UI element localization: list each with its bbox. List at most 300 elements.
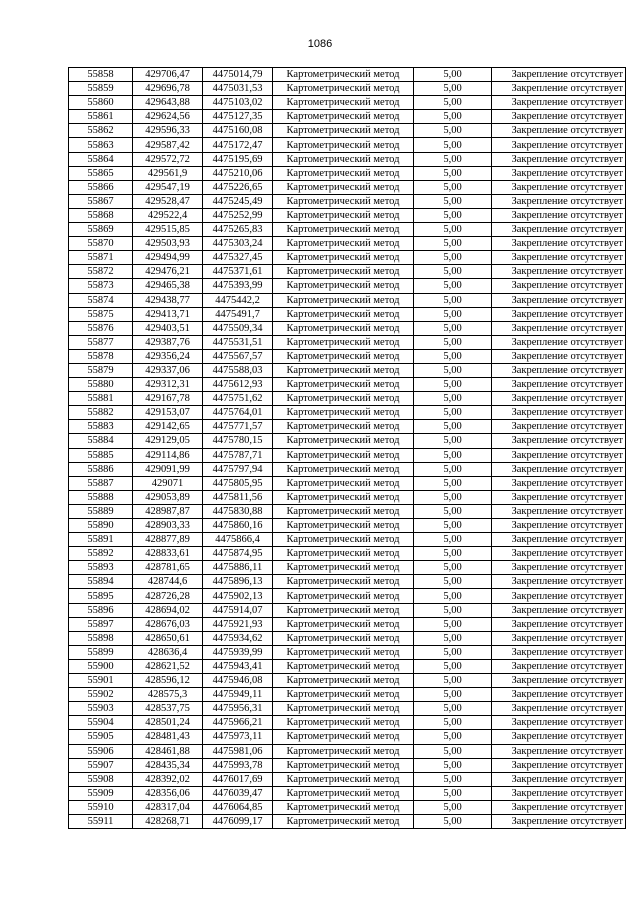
- method-cell: Картометрический метод: [273, 434, 414, 448]
- x-coordinate-cell: 428877,89: [133, 533, 203, 547]
- point-number-cell: 55890: [69, 519, 133, 533]
- fixation-cell: Закрепление отсутствует: [492, 631, 626, 645]
- fixation-cell: Закрепление отсутствует: [492, 152, 626, 166]
- fixation-cell: Закрепление отсутствует: [492, 702, 626, 716]
- table-row: [69, 110, 626, 124]
- method-cell: Картометрический метод: [273, 645, 414, 659]
- table-row: [69, 631, 626, 645]
- y-coordinate-cell: 4475031,53: [203, 82, 273, 96]
- table-row: [69, 68, 626, 82]
- x-coordinate-cell: 429528,47: [133, 194, 203, 208]
- accuracy-cell: 5,00: [414, 674, 492, 688]
- accuracy-cell: 5,00: [414, 758, 492, 772]
- fixation-cell: Закрепление отсутствует: [492, 814, 626, 828]
- y-coordinate-cell: 4476099,17: [203, 814, 273, 828]
- fixation-cell: Закрепление отсутствует: [492, 800, 626, 814]
- method-cell: Картометрический метод: [273, 490, 414, 504]
- table-row: [69, 265, 626, 279]
- fixation-cell: Закрепление отсутствует: [492, 448, 626, 462]
- y-coordinate-cell: 4475172,47: [203, 138, 273, 152]
- method-cell: Картометрический метод: [273, 392, 414, 406]
- method-cell: Картометрический метод: [273, 110, 414, 124]
- y-coordinate-cell: 4475226,65: [203, 180, 273, 194]
- y-coordinate-cell: 4475787,71: [203, 448, 273, 462]
- fixation-cell: Закрепление отсутствует: [492, 420, 626, 434]
- method-cell: Картометрический метод: [273, 265, 414, 279]
- x-coordinate-cell: 429438,77: [133, 293, 203, 307]
- table-row: [69, 138, 626, 152]
- accuracy-cell: 5,00: [414, 124, 492, 138]
- fixation-cell: Закрепление отсутствует: [492, 321, 626, 335]
- table-row: [69, 772, 626, 786]
- x-coordinate-cell: 428575,3: [133, 688, 203, 702]
- y-coordinate-cell: 4475252,99: [203, 208, 273, 222]
- point-number-cell: 55866: [69, 180, 133, 194]
- method-cell: Картометрический метод: [273, 519, 414, 533]
- method-cell: Картометрический метод: [273, 68, 414, 82]
- fixation-cell: Закрепление отсутствует: [492, 265, 626, 279]
- accuracy-cell: 5,00: [414, 335, 492, 349]
- accuracy-cell: 5,00: [414, 744, 492, 758]
- table-row: [69, 533, 626, 547]
- accuracy-cell: 5,00: [414, 490, 492, 504]
- y-coordinate-cell: 4475195,69: [203, 152, 273, 166]
- coordinates-table: [68, 67, 626, 829]
- point-number-cell: 55903: [69, 702, 133, 716]
- method-cell: Картометрический метод: [273, 208, 414, 222]
- method-cell: Картометрический метод: [273, 688, 414, 702]
- accuracy-cell: 5,00: [414, 279, 492, 293]
- accuracy-cell: 5,00: [414, 504, 492, 518]
- accuracy-cell: 5,00: [414, 688, 492, 702]
- y-coordinate-cell: 4475764,01: [203, 406, 273, 420]
- y-coordinate-cell: 4475981,06: [203, 744, 273, 758]
- point-number-cell: 55860: [69, 96, 133, 110]
- x-coordinate-cell: 429312,31: [133, 378, 203, 392]
- accuracy-cell: 5,00: [414, 138, 492, 152]
- fixation-cell: Закрепление отсутствует: [492, 716, 626, 730]
- table-row: [69, 307, 626, 321]
- point-number-cell: 55886: [69, 462, 133, 476]
- method-cell: Картометрический метод: [273, 631, 414, 645]
- fixation-cell: Закрепление отсутствует: [492, 293, 626, 307]
- fixation-cell: Закрепление отсутствует: [492, 589, 626, 603]
- x-coordinate-cell: 429515,85: [133, 223, 203, 237]
- accuracy-cell: 5,00: [414, 589, 492, 603]
- table-row: [69, 406, 626, 420]
- y-coordinate-cell: 4475914,07: [203, 603, 273, 617]
- x-coordinate-cell: 429696,78: [133, 82, 203, 96]
- accuracy-cell: 5,00: [414, 82, 492, 96]
- x-coordinate-cell: 428781,65: [133, 561, 203, 575]
- x-coordinate-cell: 428596,12: [133, 674, 203, 688]
- accuracy-cell: 5,00: [414, 631, 492, 645]
- accuracy-cell: 5,00: [414, 152, 492, 166]
- point-number-cell: 55872: [69, 265, 133, 279]
- fixation-cell: Закрепление отсутствует: [492, 462, 626, 476]
- table-row: [69, 490, 626, 504]
- x-coordinate-cell: 429114,86: [133, 448, 203, 462]
- fixation-cell: Закрепление отсутствует: [492, 547, 626, 561]
- x-coordinate-cell: 429494,99: [133, 251, 203, 265]
- x-coordinate-cell: 429153,07: [133, 406, 203, 420]
- table-row: [69, 166, 626, 180]
- x-coordinate-cell: 429503,93: [133, 237, 203, 251]
- table-row: [69, 194, 626, 208]
- accuracy-cell: 5,00: [414, 533, 492, 547]
- accuracy-cell: 5,00: [414, 321, 492, 335]
- x-coordinate-cell: 429522,4: [133, 208, 203, 222]
- accuracy-cell: 5,00: [414, 434, 492, 448]
- y-coordinate-cell: 4475612,93: [203, 378, 273, 392]
- x-coordinate-cell: 429167,78: [133, 392, 203, 406]
- x-coordinate-cell: 428694,02: [133, 603, 203, 617]
- method-cell: Картометрический метод: [273, 166, 414, 180]
- x-coordinate-cell: 429413,71: [133, 307, 203, 321]
- x-coordinate-cell: 428501,24: [133, 716, 203, 730]
- point-number-cell: 55867: [69, 194, 133, 208]
- point-number-cell: 55869: [69, 223, 133, 237]
- fixation-cell: Закрепление отсутствует: [492, 674, 626, 688]
- x-coordinate-cell: 429071: [133, 476, 203, 490]
- method-cell: Картометрический метод: [273, 307, 414, 321]
- method-cell: Картометрический метод: [273, 420, 414, 434]
- method-cell: Картометрический метод: [273, 363, 414, 377]
- y-coordinate-cell: 4475811,56: [203, 490, 273, 504]
- x-coordinate-cell: 428987,87: [133, 504, 203, 518]
- point-number-cell: 55865: [69, 166, 133, 180]
- accuracy-cell: 5,00: [414, 251, 492, 265]
- fixation-cell: Закрепление отсутствует: [492, 378, 626, 392]
- table-row: [69, 476, 626, 490]
- x-coordinate-cell: 428744,6: [133, 575, 203, 589]
- accuracy-cell: 5,00: [414, 645, 492, 659]
- table-row: [69, 786, 626, 800]
- point-number-cell: 55858: [69, 68, 133, 82]
- fixation-cell: Закрепление отсутствует: [492, 251, 626, 265]
- accuracy-cell: 5,00: [414, 561, 492, 575]
- accuracy-cell: 5,00: [414, 476, 492, 490]
- fixation-cell: Закрепление отсутствует: [492, 406, 626, 420]
- y-coordinate-cell: 4475874,95: [203, 547, 273, 561]
- accuracy-cell: 5,00: [414, 349, 492, 363]
- y-coordinate-cell: 4475014,79: [203, 68, 273, 82]
- fixation-cell: Закрепление отсутствует: [492, 744, 626, 758]
- x-coordinate-cell: 429624,56: [133, 110, 203, 124]
- method-cell: Картометрический метод: [273, 561, 414, 575]
- accuracy-cell: 5,00: [414, 378, 492, 392]
- x-coordinate-cell: 428726,28: [133, 589, 203, 603]
- y-coordinate-cell: 4475860,16: [203, 519, 273, 533]
- point-number-cell: 55909: [69, 786, 133, 800]
- method-cell: Картометрический метод: [273, 702, 414, 716]
- point-number-cell: 55861: [69, 110, 133, 124]
- x-coordinate-cell: 428903,33: [133, 519, 203, 533]
- table-row: [69, 420, 626, 434]
- table-row: [69, 462, 626, 476]
- accuracy-cell: 5,00: [414, 716, 492, 730]
- point-number-cell: 55891: [69, 533, 133, 547]
- x-coordinate-cell: 429465,38: [133, 279, 203, 293]
- point-number-cell: 55905: [69, 730, 133, 744]
- accuracy-cell: 5,00: [414, 166, 492, 180]
- point-number-cell: 55878: [69, 349, 133, 363]
- x-coordinate-cell: 429587,42: [133, 138, 203, 152]
- table-row: [69, 208, 626, 222]
- page-number: 1086: [307, 38, 333, 50]
- y-coordinate-cell: 4475509,34: [203, 321, 273, 335]
- method-cell: Картометрический метод: [273, 335, 414, 349]
- y-coordinate-cell: 4475127,35: [203, 110, 273, 124]
- y-coordinate-cell: 4475103,02: [203, 96, 273, 110]
- point-number-cell: 55862: [69, 124, 133, 138]
- point-number-cell: 55910: [69, 800, 133, 814]
- point-number-cell: 55879: [69, 363, 133, 377]
- point-number-cell: 55870: [69, 237, 133, 251]
- y-coordinate-cell: 4475371,61: [203, 265, 273, 279]
- fixation-cell: Закрепление отсутствует: [492, 194, 626, 208]
- fixation-cell: Закрепление отсутствует: [492, 96, 626, 110]
- x-coordinate-cell: 428650,61: [133, 631, 203, 645]
- fixation-cell: Закрепление отсутствует: [492, 82, 626, 96]
- fixation-cell: Закрепление отсутствует: [492, 476, 626, 490]
- accuracy-cell: 5,00: [414, 223, 492, 237]
- point-number-cell: 55874: [69, 293, 133, 307]
- method-cell: Картометрический метод: [273, 194, 414, 208]
- method-cell: Картометрический метод: [273, 617, 414, 631]
- table-row: [69, 223, 626, 237]
- table-row: [69, 448, 626, 462]
- method-cell: Картометрический метод: [273, 659, 414, 673]
- y-coordinate-cell: 4475751,62: [203, 392, 273, 406]
- x-coordinate-cell: 429337,06: [133, 363, 203, 377]
- method-cell: Картометрический метод: [273, 237, 414, 251]
- accuracy-cell: 5,00: [414, 237, 492, 251]
- x-coordinate-cell: 429142,65: [133, 420, 203, 434]
- table-row: [69, 293, 626, 307]
- accuracy-cell: 5,00: [414, 265, 492, 279]
- method-cell: Картометрический метод: [273, 378, 414, 392]
- accuracy-cell: 5,00: [414, 786, 492, 800]
- y-coordinate-cell: 4475531,51: [203, 335, 273, 349]
- method-cell: Картометрический метод: [273, 223, 414, 237]
- y-coordinate-cell: 4475966,21: [203, 716, 273, 730]
- table-row: [69, 180, 626, 194]
- method-cell: Картометрический метод: [273, 772, 414, 786]
- table-row: [69, 434, 626, 448]
- y-coordinate-cell: 4475245,49: [203, 194, 273, 208]
- fixation-cell: Закрепление отсутствует: [492, 772, 626, 786]
- y-coordinate-cell: 4475939,99: [203, 645, 273, 659]
- y-coordinate-cell: 4475943,41: [203, 659, 273, 673]
- table-row: [69, 744, 626, 758]
- y-coordinate-cell: 4475805,95: [203, 476, 273, 490]
- y-coordinate-cell: 4475393,99: [203, 279, 273, 293]
- method-cell: Картометрический метод: [273, 674, 414, 688]
- fixation-cell: Закрепление отсутствует: [492, 603, 626, 617]
- fixation-cell: Закрепление отсутствует: [492, 490, 626, 504]
- x-coordinate-cell: 429129,05: [133, 434, 203, 448]
- x-coordinate-cell: 429387,76: [133, 335, 203, 349]
- point-number-cell: 55859: [69, 82, 133, 96]
- table-row: [69, 589, 626, 603]
- y-coordinate-cell: 4476064,85: [203, 800, 273, 814]
- method-cell: Картометрический метод: [273, 589, 414, 603]
- method-cell: Картометрический метод: [273, 349, 414, 363]
- accuracy-cell: 5,00: [414, 363, 492, 377]
- accuracy-cell: 5,00: [414, 800, 492, 814]
- method-cell: Картометрический метод: [273, 448, 414, 462]
- point-number-cell: 55900: [69, 659, 133, 673]
- table-row: [69, 603, 626, 617]
- accuracy-cell: 5,00: [414, 406, 492, 420]
- method-cell: Картометрический метод: [273, 603, 414, 617]
- y-coordinate-cell: 4475956,31: [203, 702, 273, 716]
- y-coordinate-cell: 4475160,08: [203, 124, 273, 138]
- point-number-cell: 55901: [69, 674, 133, 688]
- method-cell: Картометрический метод: [273, 730, 414, 744]
- accuracy-cell: 5,00: [414, 96, 492, 110]
- fixation-cell: Закрепление отсутствует: [492, 237, 626, 251]
- table-row: [69, 519, 626, 533]
- method-cell: Картометрический метод: [273, 96, 414, 110]
- fixation-cell: Закрепление отсутствует: [492, 730, 626, 744]
- table-row: [69, 716, 626, 730]
- table-row: [69, 152, 626, 166]
- table-row: [69, 349, 626, 363]
- x-coordinate-cell: 429547,19: [133, 180, 203, 194]
- point-number-cell: 55864: [69, 152, 133, 166]
- table-row: [69, 279, 626, 293]
- y-coordinate-cell: 4475973,11: [203, 730, 273, 744]
- accuracy-cell: 5,00: [414, 420, 492, 434]
- y-coordinate-cell: 4475866,4: [203, 533, 273, 547]
- fixation-cell: Закрепление отсутствует: [492, 617, 626, 631]
- x-coordinate-cell: 428481,43: [133, 730, 203, 744]
- y-coordinate-cell: 4475327,45: [203, 251, 273, 265]
- x-coordinate-cell: 428537,75: [133, 702, 203, 716]
- accuracy-cell: 5,00: [414, 307, 492, 321]
- accuracy-cell: 5,00: [414, 194, 492, 208]
- table-row: [69, 659, 626, 673]
- x-coordinate-cell: 428621,52: [133, 659, 203, 673]
- method-cell: Картометрический метод: [273, 716, 414, 730]
- point-number-cell: 55892: [69, 547, 133, 561]
- fixation-cell: Закрепление отсутствует: [492, 349, 626, 363]
- fixation-cell: Закрепление отсутствует: [492, 575, 626, 589]
- table-row: [69, 504, 626, 518]
- table-row: [69, 688, 626, 702]
- point-number-cell: 55881: [69, 392, 133, 406]
- method-cell: Картометрический метод: [273, 124, 414, 138]
- x-coordinate-cell: 429596,33: [133, 124, 203, 138]
- method-cell: Картометрический метод: [273, 476, 414, 490]
- point-number-cell: 55904: [69, 716, 133, 730]
- fixation-cell: Закрепление отсутствует: [492, 307, 626, 321]
- y-coordinate-cell: 4475797,94: [203, 462, 273, 476]
- y-coordinate-cell: 4475949,11: [203, 688, 273, 702]
- point-number-cell: 55871: [69, 251, 133, 265]
- point-number-cell: 55875: [69, 307, 133, 321]
- y-coordinate-cell: 4475491,7: [203, 307, 273, 321]
- point-number-cell: 55893: [69, 561, 133, 575]
- point-number-cell: 55908: [69, 772, 133, 786]
- x-coordinate-cell: 428461,88: [133, 744, 203, 758]
- accuracy-cell: 5,00: [414, 448, 492, 462]
- method-cell: Картометрический метод: [273, 786, 414, 800]
- table-row: [69, 645, 626, 659]
- table-row: [69, 378, 626, 392]
- fixation-cell: Закрепление отсутствует: [492, 208, 626, 222]
- fixation-cell: Закрепление отсутствует: [492, 758, 626, 772]
- method-cell: Картометрический метод: [273, 744, 414, 758]
- fixation-cell: Закрепление отсутствует: [492, 786, 626, 800]
- y-coordinate-cell: 4475921,93: [203, 617, 273, 631]
- accuracy-cell: 5,00: [414, 730, 492, 744]
- table-row: [69, 575, 626, 589]
- accuracy-cell: 5,00: [414, 659, 492, 673]
- y-coordinate-cell: 4475780,15: [203, 434, 273, 448]
- fixation-cell: Закрепление отсутствует: [492, 166, 626, 180]
- table-row: [69, 392, 626, 406]
- accuracy-cell: 5,00: [414, 603, 492, 617]
- x-coordinate-cell: 428268,71: [133, 814, 203, 828]
- y-coordinate-cell: 4475993,78: [203, 758, 273, 772]
- method-cell: Картометрический метод: [273, 180, 414, 194]
- table-row: [69, 561, 626, 575]
- point-number-cell: 55884: [69, 434, 133, 448]
- point-number-cell: 55902: [69, 688, 133, 702]
- fixation-cell: Закрепление отсутствует: [492, 645, 626, 659]
- point-number-cell: 55877: [69, 335, 133, 349]
- point-number-cell: 55880: [69, 378, 133, 392]
- table-row: [69, 730, 626, 744]
- fixation-cell: Закрепление отсутствует: [492, 659, 626, 673]
- x-coordinate-cell: 429561,9: [133, 166, 203, 180]
- fixation-cell: Закрепление отсутствует: [492, 223, 626, 237]
- table-row: [69, 702, 626, 716]
- fixation-cell: Закрепление отсутствует: [492, 533, 626, 547]
- point-number-cell: 55906: [69, 744, 133, 758]
- accuracy-cell: 5,00: [414, 547, 492, 561]
- method-cell: Картометрический метод: [273, 321, 414, 335]
- table-row: [69, 814, 626, 828]
- x-coordinate-cell: 429356,24: [133, 349, 203, 363]
- point-number-cell: 55868: [69, 208, 133, 222]
- y-coordinate-cell: 4476017,69: [203, 772, 273, 786]
- point-number-cell: 55882: [69, 406, 133, 420]
- x-coordinate-cell: 429706,47: [133, 68, 203, 82]
- y-coordinate-cell: 4475588,03: [203, 363, 273, 377]
- table-row: [69, 335, 626, 349]
- x-coordinate-cell: 428435,34: [133, 758, 203, 772]
- y-coordinate-cell: 4475902,13: [203, 589, 273, 603]
- table-row: [69, 800, 626, 814]
- accuracy-cell: 5,00: [414, 68, 492, 82]
- x-coordinate-cell: 429643,88: [133, 96, 203, 110]
- x-coordinate-cell: 428636,4: [133, 645, 203, 659]
- table-row: [69, 674, 626, 688]
- accuracy-cell: 5,00: [414, 772, 492, 786]
- point-number-cell: 55883: [69, 420, 133, 434]
- point-number-cell: 55896: [69, 603, 133, 617]
- table-row: [69, 758, 626, 772]
- x-coordinate-cell: 429476,21: [133, 265, 203, 279]
- method-cell: Картометрический метод: [273, 82, 414, 96]
- y-coordinate-cell: 4475210,06: [203, 166, 273, 180]
- x-coordinate-cell: 428317,04: [133, 800, 203, 814]
- method-cell: Картометрический метод: [273, 279, 414, 293]
